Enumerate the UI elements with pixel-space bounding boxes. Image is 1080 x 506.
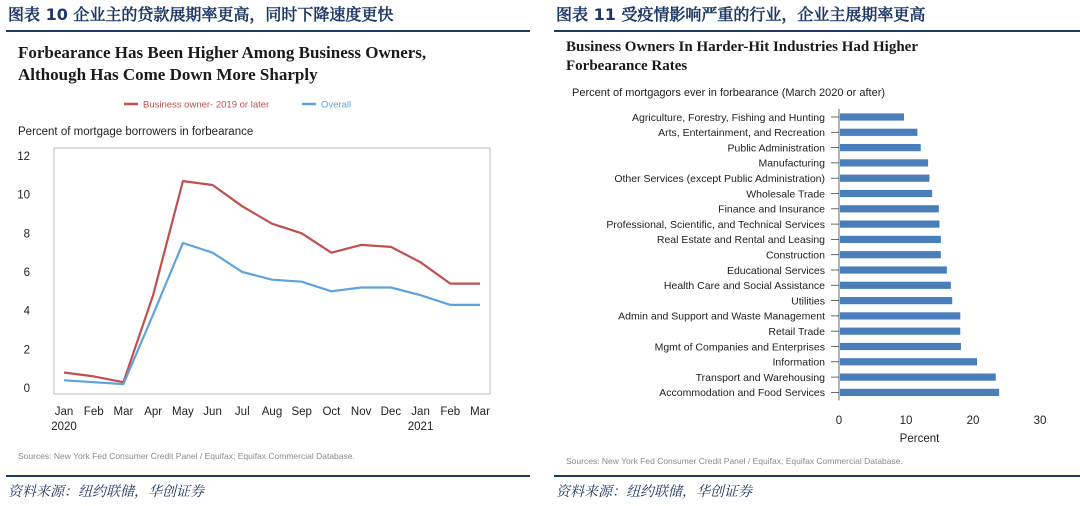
bar-chart <box>554 34 1080 474</box>
category-label: Utilities <box>791 295 825 308</box>
x-tick-label: Oct <box>322 406 341 418</box>
category-label: Professional, Scientific, and Technical Services <box>606 218 825 231</box>
y-tick-label: 8 <box>23 228 30 241</box>
title-line-2: Although Has Come Down More Sharply <box>18 65 318 84</box>
x-tick-label: 0 <box>835 415 843 427</box>
source-note: 资料来源：纽约联储，华创证券 <box>8 484 204 500</box>
y-tick-label: 12 <box>17 151 30 163</box>
x-tick-label: Jan <box>54 406 74 418</box>
x-axis-label: Percent <box>899 433 940 445</box>
x-tick-label: 20 <box>966 415 980 427</box>
y-tick-label: 2 <box>23 344 30 357</box>
y-axis-subtitle: Percent of mortgage borrowers in forbearance <box>18 126 254 138</box>
x-tick-label: Jul <box>234 406 250 418</box>
source-rule <box>6 475 530 477</box>
bar <box>840 266 947 273</box>
category-label: Wholesale Trade <box>746 188 825 201</box>
x-tick-label: Sep <box>291 406 312 418</box>
title-line-2: Forbearance Rates <box>566 58 688 74</box>
bar <box>840 297 952 304</box>
title-line-1: Business Owners In Harder-Hit Industries Had Higher <box>566 39 918 55</box>
series-line <box>64 243 480 384</box>
source-rule <box>554 475 1080 477</box>
bar <box>840 328 960 335</box>
bar <box>840 113 904 120</box>
bar <box>840 129 917 136</box>
x-tick-label: Feb <box>83 406 104 418</box>
source-note: 资料来源：纽约联储，华创证券 <box>556 484 752 500</box>
x-tick-label: May <box>171 406 194 418</box>
x-tick-label: 10 <box>899 415 913 427</box>
category-label: Accommodation and Food Services <box>659 387 825 400</box>
category-label: Other Services (except Public Administration) <box>614 173 825 185</box>
category-label: Information <box>772 356 825 369</box>
bar <box>840 251 941 258</box>
y-tick-label: 6 <box>23 267 30 279</box>
category-label: Agriculture, Forestry, Fishing and Hunting <box>632 111 825 124</box>
bar <box>840 374 996 381</box>
x-tick-label: Jan <box>411 406 430 418</box>
figure-11-header: 图表 11 受疫情影响严重的行业，企业主展期率更高 <box>556 5 926 24</box>
x-tick-label: Mar <box>470 406 490 418</box>
header-rule <box>6 30 530 32</box>
category-label: Arts, Entertainment, and Recreation <box>658 127 825 140</box>
x-tick-label: 30 <box>1033 415 1047 427</box>
bar <box>840 312 960 319</box>
x-tick-label: Jun <box>203 406 222 418</box>
bar <box>840 358 977 365</box>
series-line <box>64 181 480 382</box>
line-chart <box>6 34 530 474</box>
bar <box>840 190 932 197</box>
line-chart-card <box>6 34 530 474</box>
chart-footnote: Sources: New York Fed Consumer Credit Panel / Equifax; Equifax Commercial Database. <box>18 451 355 461</box>
legend-label: Overall <box>321 99 352 111</box>
category-label: Retail Trade <box>768 326 825 338</box>
x-year-label: 2021 <box>407 421 434 433</box>
x-tick-label: Apr <box>144 406 163 418</box>
x-tick-label: Dec <box>380 406 402 418</box>
category-label: Admin and Support and Waste Management <box>618 310 825 323</box>
category-label: Finance and Insurance <box>718 203 825 216</box>
bar <box>840 343 961 350</box>
category-label: Mgmt of Companies and Enterprises <box>654 341 825 354</box>
chart-footnote: Sources: New York Fed Consumer Credit Panel / Equifax; Equifax Commercial Database. <box>566 456 903 466</box>
title-line-1: Forbearance Has Been Higher Among Business Owners, <box>18 43 427 62</box>
right-figure-panel <box>548 0 1080 506</box>
bar <box>840 159 928 166</box>
bar <box>840 205 939 212</box>
bar <box>840 236 941 243</box>
category-label: Transport and Warehousing <box>695 371 825 384</box>
bar <box>840 221 940 228</box>
y-tick-label: 10 <box>17 189 30 202</box>
plot-frame <box>54 148 490 394</box>
category-label: Health Care and Social Assistance <box>663 280 825 293</box>
header-rule <box>554 30 1080 32</box>
category-label: Real Estate and Rental and Leasing <box>656 234 825 247</box>
category-label: Educational Services <box>726 264 825 277</box>
x-tick-label: Mar <box>113 406 134 418</box>
bar-chart-card <box>554 34 1080 474</box>
category-label: Manufacturing <box>758 157 825 170</box>
x-tick-label: Feb <box>440 406 461 418</box>
y-tick-label: 0 <box>23 383 30 395</box>
legend-label: Business owner- 2019 or later <box>143 99 270 111</box>
x-tick-label: Nov <box>350 406 372 418</box>
x-tick-label: Aug <box>261 406 283 418</box>
left-figure-panel <box>0 0 530 506</box>
bar <box>840 175 929 182</box>
figure-10-header: 图表 10 企业主的贷款展期率更高，同时下降速度更快 <box>8 5 394 24</box>
category-label: Public Administration <box>727 142 825 155</box>
y-tick-label: 4 <box>23 305 30 318</box>
category-label: Construction <box>766 249 825 262</box>
x-year-label: 2020 <box>51 421 77 433</box>
bar <box>840 282 951 289</box>
y-axis-subtitle: Percent of mortgagors ever in forbearance (March 2020 or after) <box>572 87 886 99</box>
bar <box>840 389 999 396</box>
bar <box>840 144 921 151</box>
